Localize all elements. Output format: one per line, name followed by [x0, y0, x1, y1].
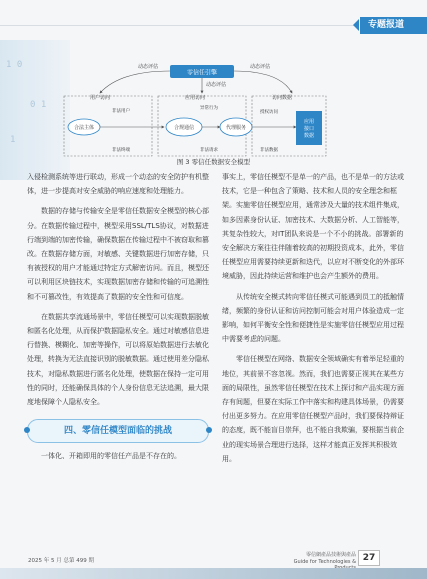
- footer-bar: [0, 568, 427, 579]
- zero-trust-diagram: [60, 55, 330, 169]
- diagram-svg: [60, 55, 330, 169]
- left-paragraph-4: 一体化、开箱即用的零信任产品是不存在的。: [41, 452, 181, 461]
- left-paragraph-3: 在数据共享流通场景中，零信任模型可以实现数据脱敏和匿名化处理，从而保护数据隐私安全。通过对敏感信息进行替换、模糊化、加密等操作，可以将原始数据进行去敏化处理，转换为无法直接识别的脱敏数据。通过使用差分隐私技术，对隐私数据进行匿名化处理，使数据在保持一定可用性的同时，还能确保具体的个人身份信息无法追溯，最大限度地保障个人隐私安全。: [27, 312, 209, 407]
- illegal-data-label: 非法数据: [260, 148, 278, 153]
- gateway-label: 合规通信: [173, 125, 195, 131]
- subject-label: 合法主体: [73, 125, 95, 131]
- left-column: [27, 170, 209, 463]
- anomaly-label: 异常行为: [200, 106, 218, 111]
- decorative-binary-background: 1 0 0 1 1: [0, 40, 70, 180]
- illegal-request-label: 非法请求: [200, 148, 218, 153]
- data-access-label: 访问数据: [272, 95, 293, 101]
- illegal-terminal-label: 非法终端: [112, 148, 130, 153]
- bullet-icon: [24, 427, 30, 433]
- illegal-user-label: 非法用户: [112, 109, 130, 114]
- section-tag: 专题报道: [360, 17, 427, 34]
- authorized-access-label: 授权访问: [260, 110, 278, 115]
- issue-info: 2025 年 5 月 总第 499 期: [28, 558, 94, 564]
- user-access-label: 用户访问: [90, 95, 111, 101]
- svg-text:数据: 数据: [303, 133, 315, 139]
- section-heading-box: [27, 419, 209, 443]
- tag-arrow-icon: [353, 19, 359, 31]
- right-column: [222, 170, 407, 466]
- dynamic-eval-left: 动态评估: [138, 64, 159, 70]
- engine-label: 零信任引擎: [186, 69, 218, 77]
- header-rule: [0, 25, 356, 26]
- bullet-icon: [206, 427, 212, 433]
- app-access-label: 应用访问: [185, 95, 206, 101]
- svg-text:接口: 接口: [303, 126, 315, 132]
- dynamic-eval-center: 动态评估: [206, 82, 227, 88]
- page-number: 27: [358, 550, 380, 566]
- section-heading: 四、零信任模型面临的挑战: [63, 426, 172, 437]
- magazine-cn-line: 零信網產品技術與產品: [305, 552, 356, 558]
- right-paragraph-1: 事实上，零信任模型不是单一的产品，也不是单一的方法或技术，它是一种包含了策略、技术和人员的安全理念和框架。实施零信任模型应用，通常涉及大量的技术组件集成，如多因素身份认证、加密技术、大数据分析、人工智能等，其复杂性较大，对IT团队来说是一个不小的挑战。部署新的安全解决方案往往伴随着较高的初期投资成本，此外，零信任模型应用需要持续更新和迭代，以应对不断变化的外部环境威胁，因此持续运营和维护也会产生额外的费用。: [222, 173, 404, 281]
- right-paragraph-3: 零信任模型在网络、数据安全领域确实有着举足轻重的地位，其前景不容忽视。然而，我们也需要正视其在某些方面的局限性，虽然零信任模型在技术上探讨和产品实现方面存有间题，但要在实际工作中落实和构建具体场景，仍需要付出更多努力。在应用零信任模型产品时，我们要保持辩证的态度，既不能盲目崇拜，也不能自我欺骗，要根据当前企业的现实场景合理进行选择，这样才能真正发挥其积极效用。: [222, 355, 404, 463]
- figure-caption: 图 3 零信任数据安全模型: [176, 158, 251, 166]
- proxy-label: 代理服务: [225, 125, 247, 131]
- magazine-en-line: Guide for Technologies &: [293, 558, 356, 565]
- left-paragraph-2: 数据的存储与传输安全是零信任数据安全模型的核心部分。在数据传输过程中，模型采用SSL/TLS协议，对数据进行端到端的加密传输，确保数据在传输过程中不被窃取和篡改。在数据存储方面，对敏感、关键数据进行加密存储，只有被授权的用户才能通过特定方式解密访问。而且，模型还可以利用区块链技术，实现数据加密存储和传输的可追溯性和不可篡改性，有效提高了数据的安全性和可信度。: [27, 207, 209, 301]
- left-paragraph-1: 入侵检测系统等进行联动，形成一个动态的安全防护有机整体，进一步提高对安全威胁的响应速度和处理能力。: [27, 173, 209, 196]
- dynamic-eval-right: 动态评估: [250, 64, 271, 70]
- right-paragraph-2: 从传统安全模式转向零信任模式可能遇到员工的抵触情绪，频繁的身份认证和访问控制可能会对用户体验造成一定影响，如何平衡安全性和便捷性是实施零信任模型应用过程中需要考虑的问题。: [222, 292, 404, 344]
- svg-text:应用: 应用: [303, 119, 315, 125]
